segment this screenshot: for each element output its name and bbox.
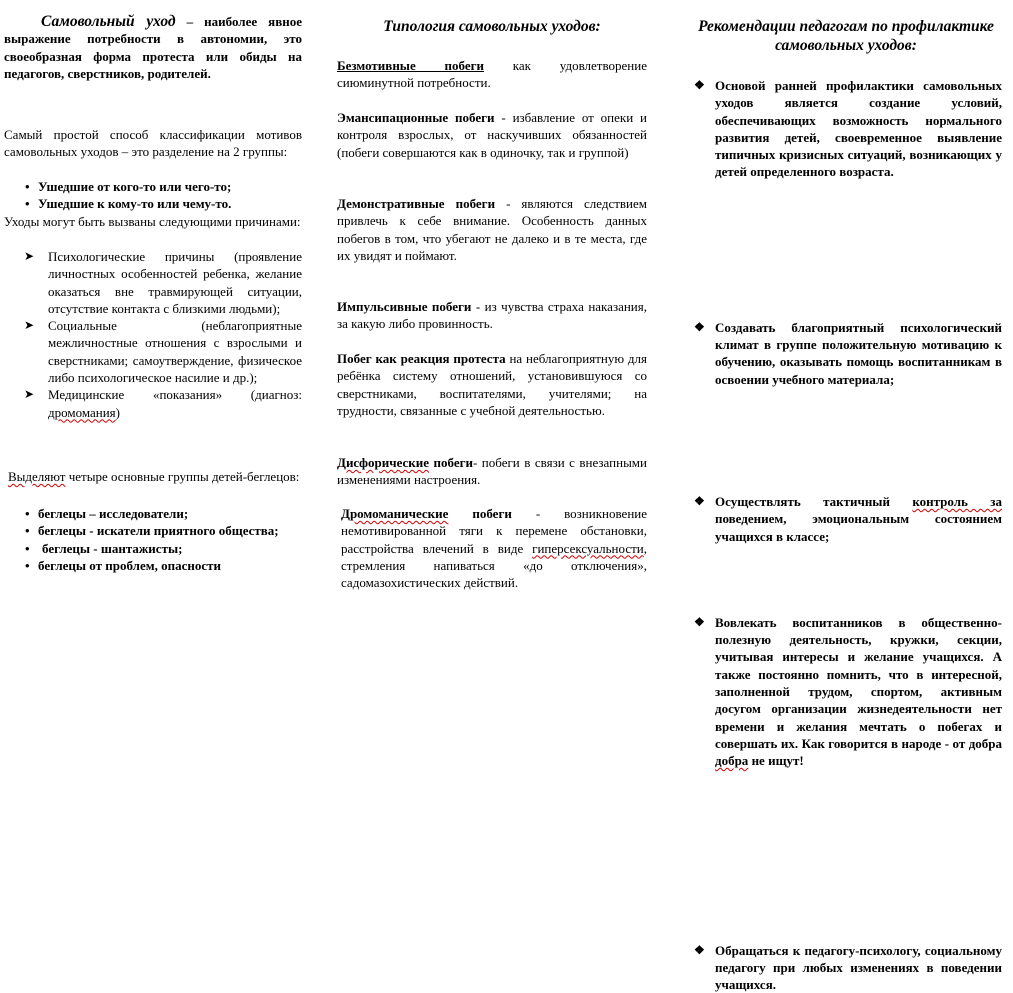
type-paragraph: Демонстративные побеги - являются следствием привлечь к себе внимание. Особенность данных побегов в том, что убегают не далеко и в те места, где их увидят и поймают. (337, 196, 647, 263)
classification-text: Самый простой способ классификации мотивов самовольных уходов – это разделение на 2 группы: (4, 127, 302, 160)
column-right (690, 0, 1002, 993)
intro-rest: – наиболее явное выражение потребности в автономии, это своеобразная форма протеста или обиды на педагогов, сверстников, родителей. (4, 14, 302, 81)
list-item: • Ушедшие к кому-то или чему-то. (38, 195, 302, 212)
diamond-bullet-icon: ❖ (694, 319, 705, 334)
list-item: • беглецы от проблем, опасности (38, 557, 302, 574)
list-item: ❖ Осуществлять тактичный контроль за поведением, эмоциональным состоянием учащихся в классе; (694, 493, 1002, 544)
list-item: • беглецы - искатели приятного общества; (38, 522, 302, 539)
intro-heading: Самовольный уход (41, 13, 176, 30)
type-paragraph: Побег как реакция протеста на неблагоприятную для ребёнка систему отношений, установившуюся со сверстниками, воспитателями, учителями; на трудности, связанные с учебной деятельностью. (337, 351, 647, 418)
arrow-bullet-icon: ➤ (24, 387, 35, 402)
list-item: ➤ Медицинские «показания» (диагноз: дромомания) (24, 387, 302, 420)
list-item: • беглецы - шантажисты; (38, 540, 302, 557)
type-paragraph: Импульсивные побеги - из чувства страха наказания, за какую либо провинность. (337, 299, 647, 332)
type-paragraph: Дромоманические побеги - возникновение немотивированной тяги к перемене обстановки, расстройства влечений в виде гиперсексуальности, стремления напиваться «до отключения», садомазохистических действий. (341, 506, 647, 591)
diamond-bullet-icon: ❖ (694, 493, 705, 508)
arrow-bullet-icon: ➤ (24, 249, 35, 263)
fugitive-intro: Выделяют четыре основные группы детей-беглецов: (8, 469, 300, 484)
list-item: ➤ Психологические причины (проявление личностных особенностей ребенка, желание оказаться вне травмирующей ситуации, отсутствие контакта с близкими людьми); (24, 249, 302, 316)
causes-list (4, 248, 302, 421)
fugitive-groups-list (38, 505, 302, 574)
list-item: • Ушедшие от кого-то или чего-то; (38, 178, 302, 195)
list-item: ❖ Создавать благоприятный психологический климат в группе положительную мотивацию к обучению, оказывать помощь воспитанникам в освоении учебного материала; (694, 319, 1002, 387)
list-item: • беглецы – исследователи; (38, 505, 302, 522)
type-paragraph: Дисфорические побеги- побеги в связи с внезапными изменениями настроения. (337, 455, 647, 488)
diamond-bullet-icon: ❖ (694, 942, 705, 957)
diamond-bullet-icon: ❖ (694, 614, 705, 629)
recommendations-heading: Рекомендации педагогам по профилактике самовольных уходов: (698, 18, 994, 54)
groups-list (38, 178, 302, 213)
causes-intro: Уходы могут быть вызваны следующими причинами: (4, 214, 301, 229)
list-item: ➤ Социальные (неблагоприятные межличностные отношения с взрослыми и сверстниками; самоутверждение, физическое либо психологическое насилие и др.); (24, 318, 302, 386)
list-item: ❖ Вовлекать воспитанников в общественно-полезную деятельность, кружки, секции, учитывая интересы и желание учащихся. А также постоянно помнить, что в интересной, заполненной трудом, спортом, активным досугом организации жизнедеятельности нет времени и желания мечтать о побегах и совершать их. Как говорится в народе - от добра добра не ищут! (694, 614, 1002, 769)
typology-heading: Типология самовольных уходов: (383, 18, 601, 35)
list-item: ❖ Основой ранней профилактики самовольных уходов является создание условий, обеспечивающих возможность нормального развития детей, своевременное выявление типичных кризисных ситуаций, возникающих у детей определенного возраста. (694, 78, 1002, 180)
type-paragraph: Безмотивные побеги как удовлетворение сиюминутной потребности. (337, 58, 647, 91)
list-item: ❖ Обращаться к педагогу-психологу, социальному педагогу при любых изменениях в поведении учащихся. (694, 942, 1002, 993)
arrow-bullet-icon: ➤ (24, 318, 35, 333)
type-paragraph: Эмансипационные побеги - избавление от опеки и контроля взрослых, от наскучивших обязанностей (побеги совершаются как в одиночку, так и группой) (337, 110, 647, 160)
intro-paragraph (4, 13, 302, 82)
diamond-bullet-icon: ❖ (694, 78, 705, 92)
